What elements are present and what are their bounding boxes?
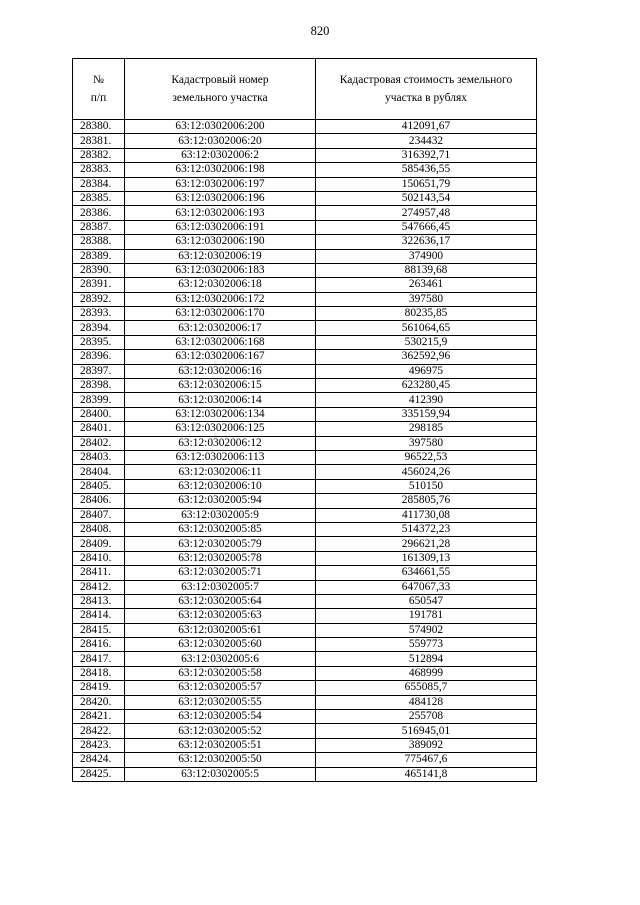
- cadastral-value-cell: 655085,7: [316, 681, 537, 695]
- cadastral-number-cell: 63:12:0302006:16: [125, 364, 316, 378]
- cadastral-value-table: [72, 58, 537, 782]
- cadastral-number-cell: 63:12:0302006:11: [125, 465, 316, 479]
- cadastral-value-cell: 512894: [316, 652, 537, 666]
- cadastral-value-cell: 559773: [316, 638, 537, 652]
- row-number-cell: 28392.: [73, 292, 125, 306]
- row-number-cell: 28406.: [73, 494, 125, 508]
- table-row: [73, 393, 537, 407]
- cadastral-number-cell: 63:12:0302006:167: [125, 350, 316, 364]
- table-row: [73, 148, 537, 162]
- cadastral-number-cell: 63:12:0302006:18: [125, 278, 316, 292]
- cadastral-number-cell: 63:12:0302005:5: [125, 767, 316, 781]
- table-body: [73, 120, 537, 782]
- cadastral-number-cell: 63:12:0302005:61: [125, 623, 316, 637]
- row-number-cell: 28408.: [73, 522, 125, 536]
- table-row: [73, 191, 537, 205]
- cadastral-value-cell: 516945,01: [316, 724, 537, 738]
- row-number-cell: 28389.: [73, 249, 125, 263]
- row-number-cell: 28395.: [73, 335, 125, 349]
- row-number-cell: 28412.: [73, 580, 125, 594]
- table-row: [73, 379, 537, 393]
- cadastral-value-cell: 547666,45: [316, 220, 537, 234]
- table-row: [73, 580, 537, 594]
- row-number-cell: 28422.: [73, 724, 125, 738]
- row-number-cell: 28413.: [73, 594, 125, 608]
- cadastral-number-cell: 63:12:0302005:6: [125, 652, 316, 666]
- cadastral-value-cell: 322636,17: [316, 235, 537, 249]
- table-row: [73, 278, 537, 292]
- row-number-cell: 28399.: [73, 393, 125, 407]
- cadastral-value-cell: 191781: [316, 609, 537, 623]
- cadastral-number-cell: 63:12:0302006:200: [125, 120, 316, 134]
- table-row: [73, 724, 537, 738]
- cadastral-number-cell: 63:12:0302005:57: [125, 681, 316, 695]
- row-number-cell: 28414.: [73, 609, 125, 623]
- cadastral-value-cell: 255708: [316, 710, 537, 724]
- cadastral-value-cell: 647067,33: [316, 580, 537, 594]
- row-number-cell: 28386.: [73, 206, 125, 220]
- row-number-cell: 28385.: [73, 191, 125, 205]
- row-number-cell: 28384.: [73, 177, 125, 191]
- cadastral-number-cell: 63:12:0302005:58: [125, 666, 316, 680]
- cadastral-value-cell: 456024,26: [316, 465, 537, 479]
- cadastral-number-cell: 63:12:0302006:191: [125, 220, 316, 234]
- cadastral-number-cell: 63:12:0302005:79: [125, 537, 316, 551]
- row-number-cell: 28418.: [73, 666, 125, 680]
- cadastral-value-cell: 335159,94: [316, 407, 537, 421]
- cadastral-value-cell: 316392,71: [316, 148, 537, 162]
- cadastral-number-cell: 63:12:0302006:17: [125, 321, 316, 335]
- cadastral-value-cell: 502143,54: [316, 191, 537, 205]
- cadastral-number-cell: 63:12:0302006:197: [125, 177, 316, 191]
- cadastral-value-cell: 634661,55: [316, 566, 537, 580]
- cadastral-value-cell: 263461: [316, 278, 537, 292]
- cadastral-value-cell: 362592,96: [316, 350, 537, 364]
- row-number-cell: 28391.: [73, 278, 125, 292]
- table-row: [73, 551, 537, 565]
- cadastral-number-cell: 63:12:0302005:71: [125, 566, 316, 580]
- cadastral-number-cell: 63:12:0302005:85: [125, 522, 316, 536]
- cadastral-value-cell: 234432: [316, 134, 537, 148]
- cadastral-number-cell: 63:12:0302006:19: [125, 249, 316, 263]
- cadastral-value-cell: 150651,79: [316, 177, 537, 191]
- table-row: [73, 177, 537, 191]
- cadastral-number-cell: 63:12:0302005:51: [125, 738, 316, 752]
- table-row: [73, 235, 537, 249]
- row-number-cell: 28411.: [73, 566, 125, 580]
- table-row: [73, 666, 537, 680]
- row-number-cell: 28407.: [73, 508, 125, 522]
- table-row: [73, 134, 537, 148]
- table-row: [73, 364, 537, 378]
- cadastral-value-cell: 397580: [316, 436, 537, 450]
- cadastral-value-cell: 530215,9: [316, 335, 537, 349]
- cadastral-value-cell: 374900: [316, 249, 537, 263]
- cadastral-value-cell: 585436,55: [316, 163, 537, 177]
- table-row: [73, 321, 537, 335]
- table-row: [73, 220, 537, 234]
- table-row: [73, 350, 537, 364]
- cadastral-value-cell: 298185: [316, 422, 537, 436]
- header-row: [73, 59, 537, 120]
- cadastral-number-cell: 63:12:0302006:193: [125, 206, 316, 220]
- cadastral-value-cell: 775467,6: [316, 753, 537, 767]
- cadastral-number-cell: 63:12:0302006:113: [125, 450, 316, 464]
- row-number-cell: 28380.: [73, 120, 125, 134]
- cadastral-number-cell: 63:12:0302005:54: [125, 710, 316, 724]
- cadastral-value-cell: 510150: [316, 479, 537, 493]
- cadastral-value-cell: 514372,23: [316, 522, 537, 536]
- cadastral-number-cell: 63:12:0302006:12: [125, 436, 316, 450]
- cadastral-value-cell: 496975: [316, 364, 537, 378]
- table-row: [73, 249, 537, 263]
- row-number-cell: 28402.: [73, 436, 125, 450]
- cadastral-value-cell: 574902: [316, 623, 537, 637]
- table-row: [73, 407, 537, 421]
- table-row: [73, 494, 537, 508]
- table-row: [73, 609, 537, 623]
- cadastral-value-cell: 411730,08: [316, 508, 537, 522]
- row-number-cell: 28398.: [73, 379, 125, 393]
- cadastral-value-cell: 88139,68: [316, 263, 537, 277]
- cadastral-number-cell: 63:12:0302006:2: [125, 148, 316, 162]
- table-row: [73, 594, 537, 608]
- row-number-cell: 28390.: [73, 263, 125, 277]
- table-row: [73, 120, 537, 134]
- header-cadastral-number: Кадастровый номер земельного участка: [125, 59, 316, 120]
- cadastral-value-cell: 389092: [316, 738, 537, 752]
- table-row: [73, 436, 537, 450]
- row-number-cell: 28381.: [73, 134, 125, 148]
- table-row: [73, 652, 537, 666]
- cadastral-number-cell: 63:12:0302005:52: [125, 724, 316, 738]
- table-row: [73, 508, 537, 522]
- row-number-cell: 28423.: [73, 738, 125, 752]
- row-number-cell: 28388.: [73, 235, 125, 249]
- row-number-cell: 28415.: [73, 623, 125, 637]
- table-row: [73, 681, 537, 695]
- row-number-cell: 28387.: [73, 220, 125, 234]
- table-row: [73, 465, 537, 479]
- cadastral-number-cell: 63:12:0302005:55: [125, 695, 316, 709]
- cadastral-value-cell: 412091,67: [316, 120, 537, 134]
- row-number-cell: 28424.: [73, 753, 125, 767]
- cadastral-value-cell: 296621,28: [316, 537, 537, 551]
- row-number-cell: 28396.: [73, 350, 125, 364]
- cadastral-number-cell: 63:12:0302006:10: [125, 479, 316, 493]
- table-row: [73, 292, 537, 306]
- cadastral-value-cell: 397580: [316, 292, 537, 306]
- table-row: [73, 263, 537, 277]
- table-row: [73, 163, 537, 177]
- table-row: [73, 206, 537, 220]
- cadastral-number-cell: 63:12:0302005:78: [125, 551, 316, 565]
- row-number-cell: 28400.: [73, 407, 125, 421]
- header-number: № п/п: [73, 59, 125, 120]
- cadastral-number-cell: 63:12:0302006:125: [125, 422, 316, 436]
- row-number-cell: 28420.: [73, 695, 125, 709]
- table-row: [73, 695, 537, 709]
- table-row: [73, 638, 537, 652]
- cadastral-number-cell: 63:12:0302005:7: [125, 580, 316, 594]
- cadastral-number-cell: 63:12:0302006:170: [125, 307, 316, 321]
- row-number-cell: 28382.: [73, 148, 125, 162]
- page-number: 820: [310, 24, 330, 38]
- table-row: [73, 307, 537, 321]
- cadastral-number-cell: 63:12:0302006:15: [125, 379, 316, 393]
- table-row: [73, 537, 537, 551]
- row-number-cell: 28393.: [73, 307, 125, 321]
- row-number-cell: 28417.: [73, 652, 125, 666]
- cadastral-value-cell: 161309,13: [316, 551, 537, 565]
- cadastral-value-cell: 96522,53: [316, 450, 537, 464]
- table-header: [73, 59, 537, 120]
- table-row: [73, 335, 537, 349]
- table-row: [73, 753, 537, 767]
- cadastral-number-cell: 63:12:0302005:64: [125, 594, 316, 608]
- row-number-cell: 28410.: [73, 551, 125, 565]
- table-row: [73, 767, 537, 781]
- row-number-cell: 28401.: [73, 422, 125, 436]
- cadastral-number-cell: 63:12:0302006:168: [125, 335, 316, 349]
- cadastral-number-cell: 63:12:0302006:20: [125, 134, 316, 148]
- cadastral-value-cell: 412390: [316, 393, 537, 407]
- cadastral-number-cell: 63:12:0302005:50: [125, 753, 316, 767]
- row-number-cell: 28421.: [73, 710, 125, 724]
- header-cadastral-value: Кадастровая стоимость земельного участка в рублях: [316, 59, 537, 120]
- table-row: [73, 450, 537, 464]
- cadastral-value-cell: 468999: [316, 666, 537, 680]
- cadastral-number-cell: 63:12:0302006:172: [125, 292, 316, 306]
- cadastral-value-cell: 650547: [316, 594, 537, 608]
- cadastral-number-cell: 63:12:0302006:183: [125, 263, 316, 277]
- table-row: [73, 422, 537, 436]
- row-number-cell: 28404.: [73, 465, 125, 479]
- cadastral-number-cell: 63:12:0302006:198: [125, 163, 316, 177]
- row-number-cell: 28416.: [73, 638, 125, 652]
- cadastral-number-cell: 63:12:0302005:94: [125, 494, 316, 508]
- cadastral-number-cell: 63:12:0302006:134: [125, 407, 316, 421]
- cadastral-value-cell: 285805,76: [316, 494, 537, 508]
- row-number-cell: 28405.: [73, 479, 125, 493]
- cadastral-value-cell: 561064,65: [316, 321, 537, 335]
- cadastral-value-cell: 465141,8: [316, 767, 537, 781]
- cadastral-value-cell: 484128: [316, 695, 537, 709]
- row-number-cell: 28394.: [73, 321, 125, 335]
- table-row: [73, 566, 537, 580]
- row-number-cell: 28425.: [73, 767, 125, 781]
- cadastral-number-cell: 63:12:0302006:196: [125, 191, 316, 205]
- cadastral-value-cell: 623280,45: [316, 379, 537, 393]
- table-row: [73, 710, 537, 724]
- cadastral-value-cell: 274957,48: [316, 206, 537, 220]
- cadastral-number-cell: 63:12:0302006:14: [125, 393, 316, 407]
- cadastral-number-cell: 63:12:0302006:190: [125, 235, 316, 249]
- table-row: [73, 522, 537, 536]
- row-number-cell: 28419.: [73, 681, 125, 695]
- cadastral-number-cell: 63:12:0302005:9: [125, 508, 316, 522]
- cadastral-number-cell: 63:12:0302005:60: [125, 638, 316, 652]
- row-number-cell: 28409.: [73, 537, 125, 551]
- table-row: [73, 738, 537, 752]
- table-row: [73, 623, 537, 637]
- row-number-cell: 28383.: [73, 163, 125, 177]
- row-number-cell: 28403.: [73, 450, 125, 464]
- table-row: [73, 479, 537, 493]
- cadastral-value-cell: 80235,85: [316, 307, 537, 321]
- row-number-cell: 28397.: [73, 364, 125, 378]
- cadastral-number-cell: 63:12:0302005:63: [125, 609, 316, 623]
